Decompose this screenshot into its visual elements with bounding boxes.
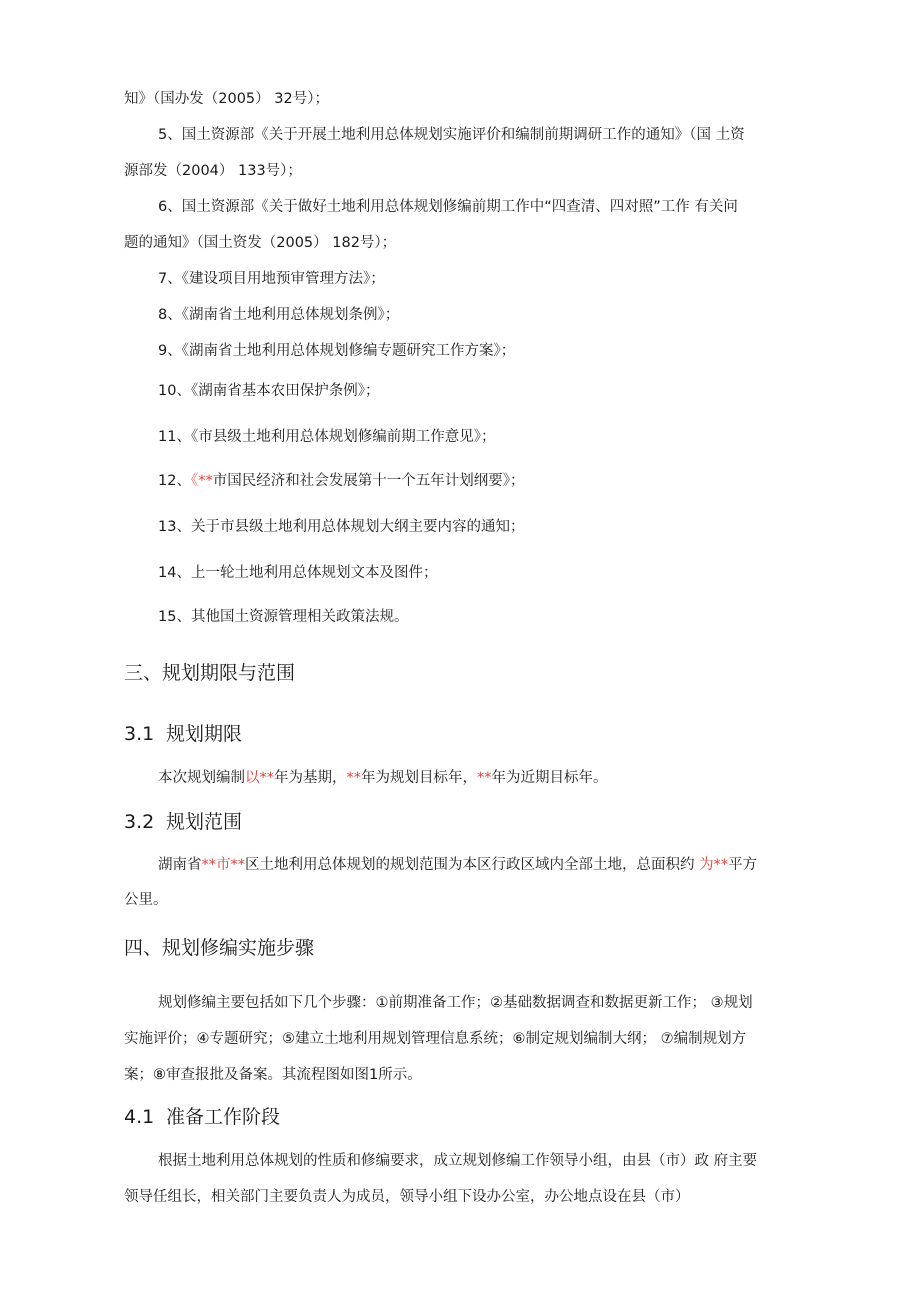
section-4-1-title: 准备工作阶段 bbox=[166, 1106, 281, 1128]
reference-item-12-number: 12、 bbox=[158, 473, 191, 489]
planning-period-text-3: 年为规划目标年， bbox=[361, 770, 477, 786]
planning-scope-placeholder-1: **市** bbox=[201, 857, 245, 873]
section-3-1-title: 规划期限 bbox=[166, 723, 243, 745]
section-3-2-heading bbox=[124, 809, 242, 835]
planning-period-text-2: 年为基期， bbox=[274, 770, 347, 786]
section-4-1-number: 4.1 bbox=[124, 1106, 155, 1128]
planning-scope-text-2: 区土地利用总体规划的规划范围为本区行政区域内全部土地，总面积约 bbox=[245, 857, 700, 873]
planning-period-placeholder-2: ** bbox=[346, 770, 361, 786]
section-3-2-number: 3.2 bbox=[124, 811, 155, 833]
section-3-1-heading bbox=[124, 721, 242, 747]
reference-item-11: 11、《市县级土地利用总体规划修编前期工作意见》； bbox=[158, 429, 496, 445]
planning-scope-paragraph-line-1 bbox=[158, 855, 757, 875]
reference-item-7: 7、《建设项目用地预审管理方法》； bbox=[158, 271, 385, 287]
reference-item-12-placeholder: 《** bbox=[190, 473, 213, 489]
reference-item-12-text: 市国民经济和社会发展第十一个五年计划纲要》； bbox=[212, 473, 525, 489]
planning-period-placeholder-1: 以** bbox=[245, 770, 274, 786]
section-3-1-number: 3.1 bbox=[124, 723, 155, 745]
section-4-heading: 四、规划修编实施步骤 bbox=[124, 937, 315, 959]
reference-item-13: 13、关于市县级土地利用总体规划大纲主要内容的通知； bbox=[158, 519, 525, 535]
planning-scope-placeholder-2: 为** bbox=[699, 857, 729, 873]
section-3-heading: 三、规划期限与范围 bbox=[124, 662, 296, 684]
reference-item-9: 9、《湖南省土地利用总体规划修编专题研究工作方案》； bbox=[158, 343, 516, 359]
planning-period-paragraph bbox=[158, 768, 608, 788]
planning-scope-text-1: 湖南省 bbox=[158, 857, 202, 873]
planning-period-text-4: 年为近期目标年。 bbox=[491, 770, 608, 786]
section-4-1-heading bbox=[124, 1104, 280, 1130]
reference-item-4-continued: 知》（国办发（2005） 32号）； bbox=[124, 91, 329, 107]
preparation-paragraph-line-2: 领导任组长，相关部门主要负责人为成员，领导小组下设办公室，办公地点设在县（市） bbox=[124, 1189, 690, 1205]
steps-paragraph-line-2: 实施评价；④专题研究；⑤建立土地利用规划管理信息系统；⑥制定规划编制大纲； ⑦编制规划方 bbox=[124, 1031, 747, 1047]
reference-item-8: 8、《湖南省土地利用总体规划条例》； bbox=[158, 307, 400, 323]
reference-item-6-line-2: 题的通知》（国土资发（2005） 182号）； bbox=[124, 235, 397, 251]
reference-item-15: 15、其他国土资源管理相关政策法规。 bbox=[158, 609, 409, 625]
preparation-paragraph-line-1: 根据土地利用总体规划的性质和修编要求，成立规划修编工作领导小组，由县（市）政 府主要 bbox=[158, 1153, 758, 1169]
steps-paragraph-line-1: 规划修编主要包括如下几个步骤：①前期准备工作；②基础数据调查和数据更新工作； ③规划 bbox=[158, 995, 753, 1011]
reference-item-10: 10、《湖南省基本农田保护条例》； bbox=[158, 383, 380, 399]
section-3-2-title: 规划范围 bbox=[166, 811, 243, 833]
reference-item-5-line-1: 5、国土资源部《关于开展土地利用总体规划实施评价和编制前期调研工作的通知》（国 土资 bbox=[158, 127, 745, 143]
reference-item-12 bbox=[158, 471, 524, 491]
planning-period-text-1: 本次规划编制 bbox=[158, 770, 245, 786]
reference-item-5-line-2: 源部发（2004） 133号）； bbox=[124, 163, 302, 179]
reference-item-6-line-1: 6、国土资源部《关于做好土地利用总体规划修编前期工作中“四查清、四对照”工作 有关问 bbox=[158, 199, 738, 215]
reference-item-14: 14、上一轮土地利用总体规划文本及图件； bbox=[158, 565, 438, 581]
planning-scope-paragraph-line-2: 公里。 bbox=[124, 892, 168, 908]
planning-scope-text-3: 平方 bbox=[728, 857, 758, 873]
steps-paragraph-line-3: 案；⑧审查报批及备案。其流程图如图1所示。 bbox=[124, 1067, 422, 1083]
planning-period-placeholder-3: ** bbox=[477, 770, 492, 786]
